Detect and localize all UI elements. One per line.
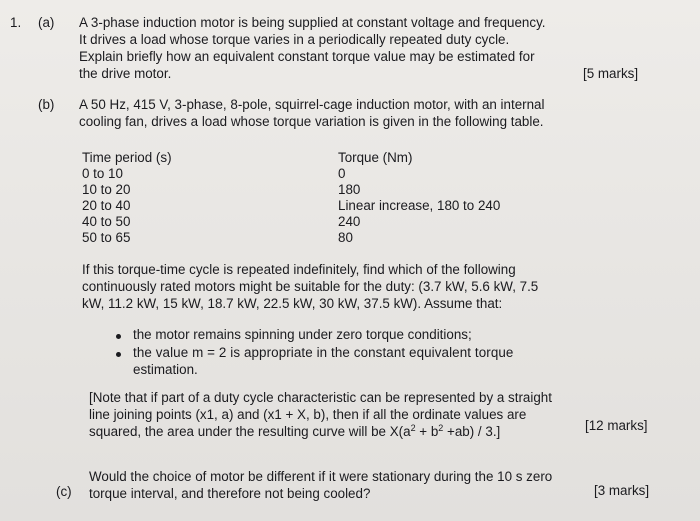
part-c-label: (c) xyxy=(56,484,72,499)
assumption-2-line-2: estimation. xyxy=(133,362,198,377)
part-c-marks: [3 marks] xyxy=(594,483,650,498)
part-b-intro-1: A 50 Hz, 415 V, 3-phase, 8-pole, squirrel-cage induction motor, with an internal xyxy=(79,97,545,112)
note-formula-mid: + b xyxy=(415,424,439,439)
part-b-intro-2: cooling fan, drives a load whose torque variation is given in the following table. xyxy=(79,114,544,129)
table-header-time: Time period (s) xyxy=(82,150,172,165)
table-cell-time: 40 to 50 xyxy=(82,214,131,229)
part-b-question-3: kW, 11.2 kW, 15 kW, 18.7 kW, 22.5 kW, 30 kW, 37.5 kW). Assume that: xyxy=(82,296,503,311)
part-a-line-3: Explain briefly how an equivalent constant torque value may be estimated for xyxy=(79,49,535,64)
table-cell-torque: Linear increase, 180 to 240 xyxy=(338,198,501,213)
note-line-3 xyxy=(89,424,500,440)
part-b-marks: [12 marks] xyxy=(585,418,648,433)
bullet-dot xyxy=(116,352,121,357)
table-cell-torque: 0 xyxy=(338,166,346,181)
table-cell-torque: 180 xyxy=(338,182,361,197)
table-header-torque: Torque (Nm) xyxy=(338,150,413,165)
part-b-question-2: continuously rated motors might be suitable for the duty: (3.7 kW, 5.6 kW, 7.5 xyxy=(82,279,539,294)
superscript: 2 xyxy=(438,423,444,433)
table-cell-torque: 240 xyxy=(338,214,361,229)
part-a-line-1: A 3-phase induction motor is being supplied at constant voltage and frequency. xyxy=(79,15,546,30)
part-a-label: (a) xyxy=(38,15,55,30)
part-a-line-2: It drives a load whose torque varies in a periodically repeated duty cycle. xyxy=(79,32,510,47)
part-c-line-1: Would the choice of motor be different if it were stationary during the 10 s zero xyxy=(89,469,553,484)
assumption-2-line-1: the value m = 2 is appropriate in the constant equivalent torque xyxy=(133,345,514,360)
part-c-line-2: torque interval, and therefore not being cooled? xyxy=(89,486,371,501)
part-a-line-4: the drive motor. xyxy=(79,66,172,81)
question-number: 1. xyxy=(10,15,22,30)
table-cell-time: 0 to 10 xyxy=(82,166,123,181)
bullet-dot xyxy=(116,334,121,339)
part-a-marks: [5 marks] xyxy=(583,66,639,81)
note-line-1: [Note that if part of a duty cycle characteristic can be represented by a straight xyxy=(89,390,552,405)
table-cell-time: 10 to 20 xyxy=(82,182,131,197)
note-line-2: line joining points (x1, a) and (x1 + X, b), then if all the ordinate values are xyxy=(89,407,527,422)
table-cell-torque: 80 xyxy=(338,230,353,245)
note-formula-start: squared, the area under the resulting curve will be X(a xyxy=(89,424,411,439)
table-cell-time: 50 to 65 xyxy=(82,230,131,245)
table-cell-time: 20 to 40 xyxy=(82,198,131,213)
note-formula-end: +ab) / 3.] xyxy=(443,424,501,439)
assumption-1: the motor remains spinning under zero torque conditions; xyxy=(133,327,472,342)
part-b-label: (b) xyxy=(38,97,55,112)
part-b-question-1: If this torque-time cycle is repeated indefinitely, find which of the following xyxy=(82,262,516,277)
superscript: 2 xyxy=(410,423,416,433)
